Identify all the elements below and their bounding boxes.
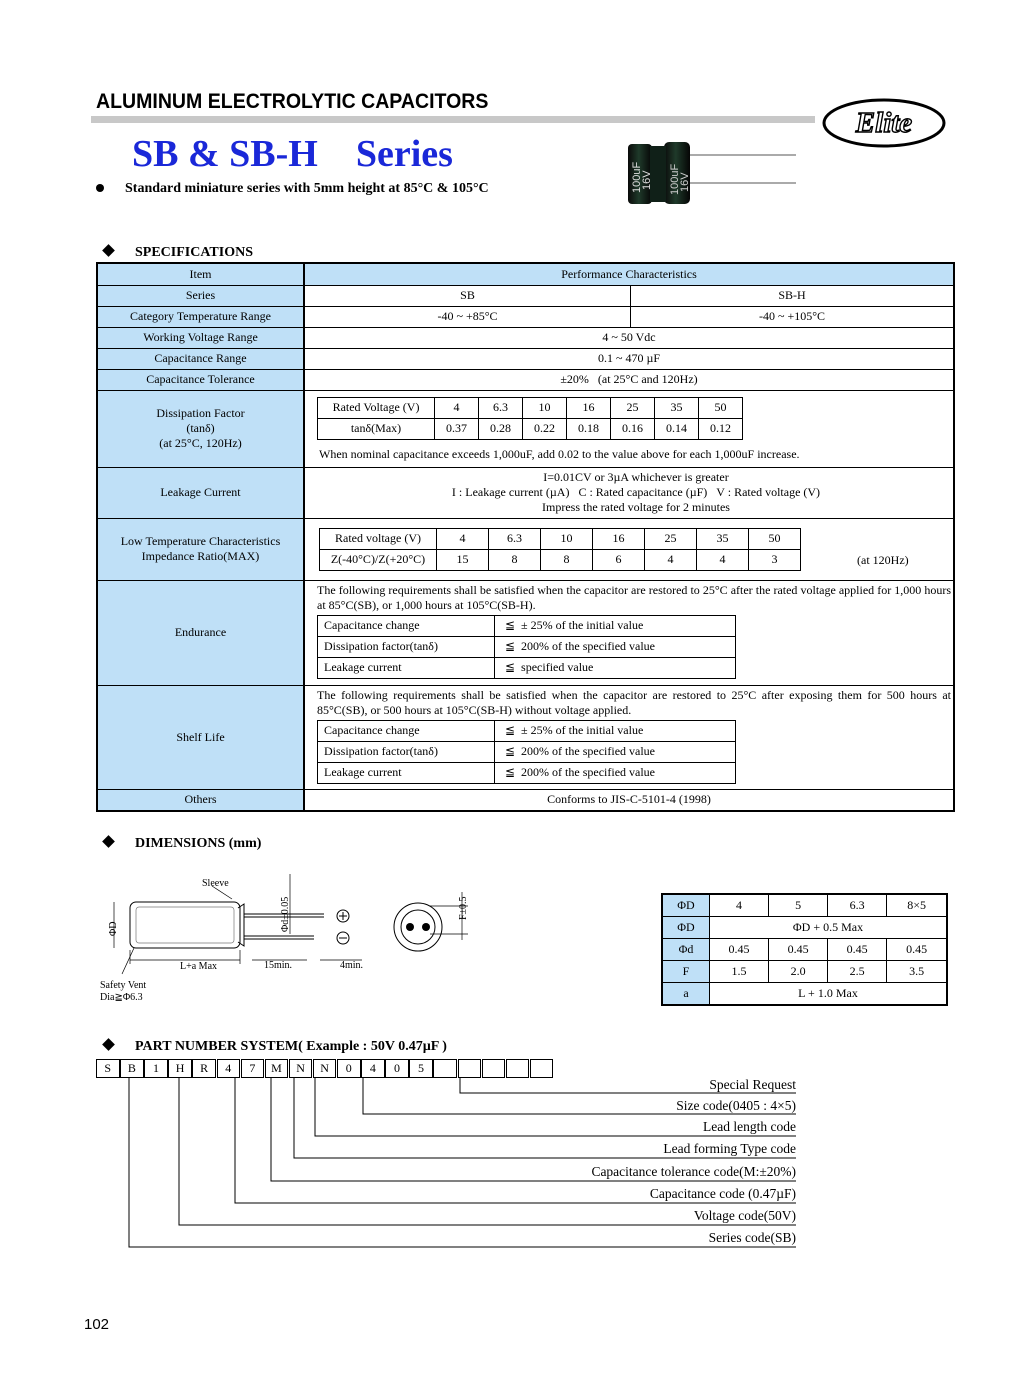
df-value: 0.16 [611, 418, 655, 439]
dim-cell: 2.0 [769, 961, 828, 983]
sleeve-label: Sleeve [202, 878, 229, 889]
part-number-char: B [120, 1059, 144, 1078]
lt-voltage: 35 [697, 528, 749, 549]
lt-value: 6 [593, 549, 645, 570]
photo-marking-2: 16V [641, 170, 653, 190]
spec-item-header: Item [97, 263, 304, 285]
lt-value: 8 [489, 549, 541, 570]
lead-min-label: 15min. [264, 960, 293, 971]
lead-dia-label: Φd±0.05 [280, 896, 291, 932]
part-number-char: 4 [217, 1059, 241, 1078]
dim-cell: 0.45 [887, 939, 947, 961]
spec-lt-label: Low Temperature Characteristics Impedance Ratio(MAX) [97, 518, 304, 580]
leak-condition: Impress the rated voltage for 2 minutes [542, 500, 730, 514]
svg-text:Elite: Elite [855, 107, 913, 139]
part-number-char [433, 1059, 457, 1078]
spec-others-label: Others [97, 789, 304, 811]
lt-voltage: 16 [593, 528, 645, 549]
dim-key: Φd [662, 939, 710, 961]
df-value: 0.14 [655, 418, 699, 439]
spec-leak-label: Leakage Current [97, 467, 304, 518]
elite-logo [822, 97, 946, 149]
dim-key: F [662, 961, 710, 983]
pn-label-series: Series code(SB) [708, 1230, 796, 1245]
lead-min4-label: 4min. [340, 960, 364, 971]
df-voltage: 50 [699, 397, 743, 418]
shelf-text: The following requirements shall be satisfied when the capacitor are restored to 25°C after exposing them for 500 hours at 85°C(SB), or 500 hours at 105°C(SB-H) without voltage applied. [317, 687, 951, 717]
lt-voltage: 4 [437, 528, 489, 549]
spec-series-label: Series [97, 285, 304, 306]
body-dia-label: ΦD [108, 921, 119, 936]
part-number-char: 4 [361, 1059, 385, 1078]
spec-endurance-cell [304, 580, 954, 685]
dim-cell: 8×5 [887, 894, 947, 917]
pn-label-capacitance: Capacitance code (0.47µF) [649, 1186, 796, 1201]
f-tol-label: F±0.5 [458, 896, 469, 920]
dimension-drawing [92, 864, 482, 1004]
df-voltage: 4 [435, 397, 479, 418]
vent-dia-label: Dia≧Φ6.3 [100, 992, 143, 1003]
df-value: 0.28 [479, 418, 523, 439]
pn-label-lead-forming: Lead forming Type code [663, 1141, 796, 1156]
dim-key: a [662, 983, 710, 1006]
lt-ratio-label: Z(-40°C)/Z(+20°C) [320, 549, 437, 570]
spec-shelf-label: Shelf Life [97, 685, 304, 789]
lt-value: 8 [541, 549, 593, 570]
part-number-char [506, 1059, 530, 1078]
spec-voltage-value: 4 ~ 50 Vdc [304, 327, 954, 348]
part-number-char [482, 1059, 506, 1078]
spec-tol-value: ±20% (at 25°C and 120Hz) [304, 369, 954, 390]
part-number-char [530, 1059, 554, 1078]
dim-cell: 0.45 [828, 939, 887, 961]
shelf-table: Capacitance change ≦ ± 25% of the initial value Dissipation factor(tanδ) ≦ 200% of the specified value Leakage current ≦ 200% of the specified value [317, 720, 736, 784]
section-dimensions: DIMENSIONS (mm) [98, 836, 261, 852]
spec-cap-label: Capacitance Range [97, 348, 304, 369]
diamond-icon [102, 244, 115, 257]
dim-cell: 6.3 [828, 894, 887, 917]
lt-voltage-label: Rated voltage (V) [320, 528, 437, 549]
lt-voltage: 25 [645, 528, 697, 549]
part-number-char: M [265, 1059, 289, 1078]
spec-tol-label: Capacitance Tolerance [97, 369, 304, 390]
section-specifications: SPECIFICATIONS [98, 245, 253, 261]
pn-label-lead-length: Lead length code [703, 1119, 796, 1134]
page-number: 102 [84, 1316, 110, 1333]
dimension-table [661, 893, 948, 1006]
capacitor-photo [624, 138, 800, 212]
length-label: L+a Max [180, 961, 218, 972]
df-voltage: 10 [523, 397, 567, 418]
series-title: SB & SB-H Series [132, 133, 453, 175]
lt-value: 3 [749, 549, 801, 570]
photo-marking-3: 100uF [669, 163, 681, 195]
spec-others-value: Conforms to JIS-C-5101-4 (1998) [304, 789, 954, 811]
category-title: ALUMINUM ELECTROLYTIC CAPACITORS [96, 90, 489, 113]
feature-line [96, 181, 489, 197]
spec-series-sb: SB [304, 285, 631, 306]
part-number-char: 1 [144, 1059, 168, 1078]
spec-perf-header: Performance Characteristics [304, 263, 954, 285]
lt-value: 15 [437, 549, 489, 570]
df-voltage: 35 [655, 397, 699, 418]
dim-cell: 0.45 [769, 939, 828, 961]
part-number-char: 7 [241, 1059, 265, 1078]
spec-lt-cell [304, 518, 954, 580]
part-number-char: N [289, 1059, 313, 1078]
spec-table [96, 262, 955, 812]
part-number-char: H [168, 1059, 192, 1078]
spec-leak-cell [304, 467, 954, 518]
pn-label-size: Size code(0405 : 4×5) [676, 1098, 796, 1113]
dim-cell: 0.45 [710, 939, 769, 961]
section-part-number: PART NUMBER SYSTEM( Example : 50V 0.47µF ) [98, 1039, 447, 1055]
header-divider [91, 116, 815, 123]
dim-cell: 1.5 [710, 961, 769, 983]
endurance-text: The following requirements shall be satisfied when the capacitor are restored to 25°C after the rated voltage applied for 1,000 hours at 85°C(SB), or 1,000 hours at 105°C(SB-H). [317, 582, 951, 612]
leak-formula: I=0.01CV or 3µA whichever is greater [543, 470, 729, 484]
diamond-icon [102, 835, 115, 848]
spec-series-sbh: SB-H [631, 285, 955, 306]
lt-voltage: 50 [749, 528, 801, 549]
bullet-icon [96, 184, 104, 192]
dim-cell: 5 [769, 894, 828, 917]
part-number-char: 0 [385, 1059, 409, 1078]
spec-cap-value: 0.1 ~ 470 µF [304, 348, 954, 369]
df-value: 0.37 [435, 418, 479, 439]
df-note: When nominal capacitance exceeds 1,000uF, add 0.02 to the value above for each 1,000uF increase. [319, 446, 800, 461]
dim-cell: L + 1.0 Max [710, 983, 948, 1006]
part-number-char: 5 [409, 1059, 433, 1078]
leak-legend: I : Leakage current (µA) C : Rated capacitance (µF) V : Rated voltage (V) [451, 485, 821, 499]
pn-label-tolerance: Capacitance tolerance code(M:±20%) [591, 1164, 796, 1179]
spec-endurance-label: Endurance [97, 580, 304, 685]
spec-shelf-cell [304, 685, 954, 789]
spec-temp-label: Category Temperature Range [97, 306, 304, 327]
dim-key: ΦD [662, 917, 710, 939]
dim-key: ΦD [662, 894, 710, 917]
df-voltage: 16 [567, 397, 611, 418]
df-voltage-label: Rated Voltage (V) [318, 397, 435, 418]
df-value: 0.18 [567, 418, 611, 439]
df-value: 0.12 [699, 418, 743, 439]
df-voltage: 6.3 [479, 397, 523, 418]
spec-voltage-label: Working Voltage Range [97, 327, 304, 348]
part-number-char: N [313, 1059, 337, 1078]
part-number-char: R [192, 1059, 216, 1078]
part-number-char [458, 1059, 482, 1078]
df-value: 0.22 [523, 418, 567, 439]
pn-label-special: Special Request [709, 1077, 796, 1092]
spec-df-label: Dissipation Factor (tanδ) (at 25°C, 120Hz) [97, 390, 304, 467]
part-number-char: S [96, 1059, 120, 1078]
lt-note: (at 120Hz) [857, 552, 909, 567]
df-tan-label: tanδ(Max) [318, 418, 435, 439]
lt-table [319, 528, 801, 571]
endurance-table: Capacitance change ≦ ± 25% of the initial value Dissipation factor(tanδ) ≦ 200% of the specified value Leakage current ≦ specified value [317, 615, 736, 679]
pn-label-voltage: Voltage code(50V) [693, 1208, 796, 1223]
lt-value: 4 [645, 549, 697, 570]
part-number-char: 0 [337, 1059, 361, 1078]
dim-cell: 4 [710, 894, 769, 917]
feature-text: Standard miniature series with 5mm height at 85°C & 105°C [125, 181, 489, 196]
vent-label: Safety Vent [100, 980, 147, 991]
dim-cell: ΦD + 0.5 Max [710, 917, 948, 939]
df-table [317, 397, 743, 440]
diamond-icon [102, 1038, 115, 1051]
df-voltage: 25 [611, 397, 655, 418]
photo-marking-4: 16V [679, 172, 691, 192]
spec-temp-sbh: -40 ~ +105°C [631, 306, 955, 327]
dim-cell: 2.5 [828, 961, 887, 983]
lt-voltage: 6.3 [489, 528, 541, 549]
lt-voltage: 10 [541, 528, 593, 549]
spec-df-cell [304, 390, 954, 467]
spec-temp-sb: -40 ~ +85°C [304, 306, 631, 327]
dim-cell: 3.5 [887, 961, 947, 983]
photo-marking-1: 100uF [631, 161, 643, 193]
lt-value: 4 [697, 549, 749, 570]
